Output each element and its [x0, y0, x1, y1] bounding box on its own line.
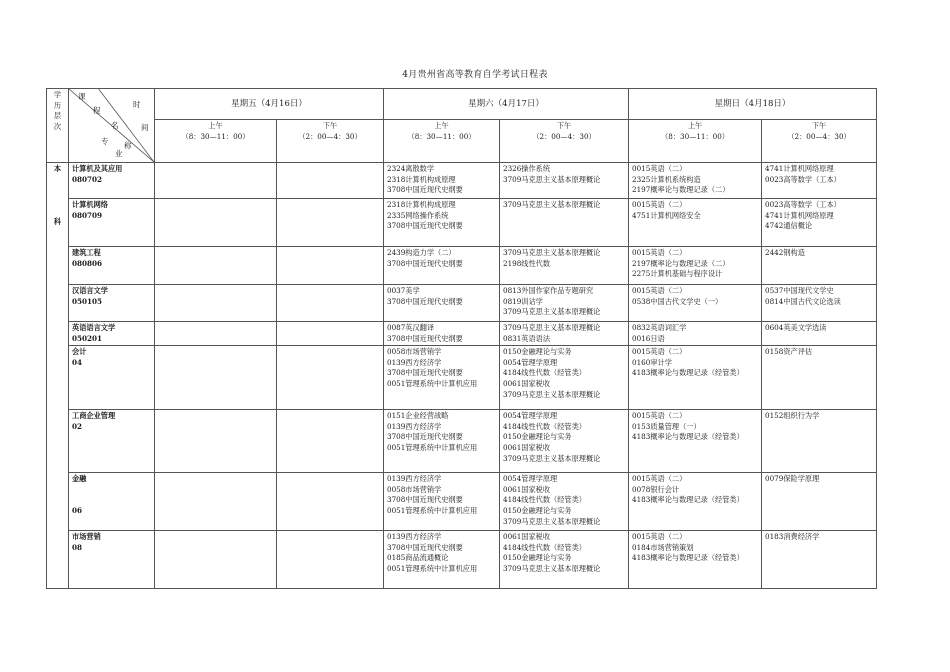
exam-slot-cell: [277, 473, 384, 531]
course-entry: 3708中国近现代史纲要: [387, 296, 463, 306]
course-entry: 3708中国近现代史纲要: [387, 542, 463, 552]
course-entry: 0150金融理论与实务: [503, 553, 572, 563]
course-entry: 0087英汉翻译: [387, 323, 435, 332]
table-row: [47, 531, 877, 589]
diag-between: 间: [141, 123, 149, 132]
course-entry: 0538中国古代文学史（一）: [632, 296, 723, 306]
exam-slot-cell: [629, 346, 762, 410]
course-entry: 0054管理学原理: [503, 411, 558, 421]
major-cell: [69, 473, 155, 531]
exam-slot-cell: [155, 163, 277, 199]
exam-slot-cell: [500, 199, 629, 247]
course-entry: 4183概率论与数理记录（经管类）: [632, 432, 744, 442]
course-entry: 2324离散数学: [387, 164, 435, 173]
exam-slot-cell: [762, 163, 877, 199]
diag-course-2: 程: [93, 106, 101, 115]
exam-slot-cell: [629, 285, 762, 322]
course-entry: 0061国家税收: [503, 442, 551, 452]
diag-course-1: 课: [78, 92, 86, 101]
diag-title: 称: [124, 141, 132, 150]
course-entry: 3709马克思主义基本原理概论: [503, 323, 601, 332]
course-entry: 0016日语: [632, 333, 665, 343]
exam-slot-cell: [384, 199, 500, 247]
course-entry: 2318计算机构成原理: [387, 200, 456, 209]
day-saturday: 星期六（4月17日）: [384, 89, 629, 120]
exam-slot-cell: [629, 199, 762, 247]
exam-slot-cell: [500, 346, 629, 410]
exam-slot-cell: [384, 346, 500, 410]
course-entry: 0151企业经营战略: [387, 411, 449, 421]
course-entry: 0160审计学: [632, 357, 672, 367]
course-entry: 0150金融理论与实务: [503, 432, 572, 442]
course-entry: 3709马克思主义基本原理概论: [503, 174, 601, 184]
exam-slot-cell: [762, 410, 877, 473]
exam-slot-cell: [762, 285, 877, 322]
exam-slot-cell: [500, 285, 629, 322]
course-entry: 0078银行会计: [632, 484, 680, 494]
course-entry: 0079保险学原理: [765, 474, 820, 484]
table-row: [47, 163, 877, 199]
exam-slot-cell: [384, 285, 500, 322]
exam-slot-cell: [155, 473, 277, 531]
course-entry: 3709马克思主义基本原理概论: [503, 453, 601, 463]
course-entry: 2439构造力学（二）: [387, 248, 456, 257]
course-entry: 3709马克思主义基本原理概论: [503, 563, 601, 573]
course-entry: 0058市场营销学: [387, 347, 442, 357]
major-cell: [69, 410, 155, 473]
course-entry: 3708中国近现代史纲要: [387, 495, 463, 505]
course-entry: 2275计算机基础与程序设计: [632, 269, 723, 279]
course-entry: 4742通信概论: [765, 221, 813, 231]
exam-slot-cell: [155, 410, 277, 473]
course-entry: 3708中国近现代史纲要: [387, 432, 463, 442]
exam-slot-cell: [629, 410, 762, 473]
course-entry: 0139西方经济学: [387, 357, 442, 367]
major-cell: [69, 531, 155, 589]
table-row: [47, 346, 877, 410]
major-cell: [69, 285, 155, 322]
exam-slot-cell: [629, 322, 762, 346]
major-code: 02: [72, 421, 83, 431]
course-entry: 0139西方经济学: [387, 421, 442, 431]
course-entry: 0061国家税收: [503, 484, 551, 494]
exam-slot-cell: [155, 285, 277, 322]
major-code: 080702: [72, 174, 103, 184]
exam-slot-cell: [500, 247, 629, 285]
exam-slot-cell: [500, 163, 629, 199]
course-entry: 0051管理系统中计算机应用: [387, 563, 478, 573]
exam-slot-cell: [762, 346, 877, 410]
exam-slot-cell: [155, 322, 277, 346]
major-code: 080806: [72, 258, 103, 268]
exam-slot-cell: [277, 322, 384, 346]
major-cell: [69, 247, 155, 285]
course-entry: 0183消费经济学: [765, 532, 820, 542]
course-entry: 2442钢构造: [765, 248, 805, 257]
course-entry: 0153质量管理（一）: [632, 421, 701, 431]
course-entry: 0015英语（二）: [632, 200, 687, 209]
sat-am-header: 上午 （8：30—11：00）: [384, 120, 500, 163]
course-entry: 0015英语（二）: [632, 248, 687, 257]
course-entry: 0139西方经济学: [387, 532, 442, 542]
exam-slot-cell: [277, 346, 384, 410]
major-name: 汉语言文学: [72, 286, 108, 295]
diag-major-1: 专: [101, 137, 109, 146]
major-code: 06: [72, 505, 83, 515]
exam-slot-cell: [500, 473, 629, 531]
major-code: 04: [72, 357, 83, 367]
exam-slot-cell: [155, 199, 277, 247]
diag-major-2: 业: [115, 149, 123, 158]
exam-slot-cell: [277, 163, 384, 199]
course-entry: 0015英语（二）: [632, 286, 687, 295]
course-entry: 0051管理系统中计算机应用: [387, 505, 478, 515]
major-name: 计算机及其应用: [72, 164, 123, 173]
table-row: [47, 285, 877, 322]
course-entry: 0051管理系统中计算机应用: [387, 442, 478, 452]
exam-slot-cell: [384, 322, 500, 346]
diag-time: 时: [133, 100, 141, 109]
course-entry: 0604英美文学选读: [765, 323, 827, 332]
major-name: 工商企业管理: [72, 411, 116, 421]
course-entry: 0015英语（二）: [632, 532, 687, 542]
exam-slot-cell: [384, 247, 500, 285]
exam-slot-cell: [384, 410, 500, 473]
major-name: 市场营销: [72, 532, 101, 542]
course-entry: 3709马克思主义基本原理概论: [503, 200, 601, 209]
major-name: 英语语言文学: [72, 323, 116, 332]
exam-slot-cell: [384, 473, 500, 531]
major-cell: [69, 163, 155, 199]
course-entry: 2335网络操作系统: [387, 210, 449, 220]
header-day-row: [47, 89, 877, 120]
exam-slot-cell: [277, 285, 384, 322]
course-entry: 0054管理学原理: [503, 474, 558, 484]
course-entry: 0819训诂学: [503, 296, 543, 306]
table-row: [47, 199, 877, 247]
course-entry: 0158资产评估: [765, 347, 813, 357]
major-code: 08: [72, 542, 83, 552]
course-entry: 4183概率论与数理记录（经管类）: [632, 495, 744, 505]
exam-slot-cell: [500, 531, 629, 589]
course-entry: 0051管理系统中计算机应用: [387, 378, 478, 388]
course-entry: 0015英语（二）: [632, 347, 687, 357]
course-entry: 0813外国作家作品专题研究: [503, 286, 594, 295]
exam-slot-cell: [277, 247, 384, 285]
sun-am-header: 上午 （8：30—11：00）: [629, 120, 762, 163]
course-entry: 4184线性代数（经管类）: [503, 421, 586, 431]
course-entry: 4184线性代数（经管类）: [503, 495, 586, 505]
course-entry: 0831英语语法: [503, 333, 551, 343]
major-name: 建筑工程: [72, 248, 101, 257]
level-header-cell: 学 历 层 次: [47, 89, 69, 163]
course-entry: 4183概率论与数理记录（经管类）: [632, 368, 744, 378]
exam-slot-cell: [500, 410, 629, 473]
course-entry: 0537中国现代文学史: [765, 286, 834, 295]
major-cell: [69, 346, 155, 410]
exam-slot-cell: [762, 199, 877, 247]
major-code: 050105: [72, 296, 103, 306]
exam-slot-cell: [277, 531, 384, 589]
course-entry: 0037美学: [387, 286, 420, 295]
table-row: [47, 247, 877, 285]
course-entry: 0023高等数学（工本）: [765, 200, 841, 209]
course-entry: 3709马克思主义基本原理概论: [503, 307, 601, 317]
exam-slot-cell: [277, 199, 384, 247]
exam-slot-cell: [155, 346, 277, 410]
course-entry: 0015英语（二）: [632, 164, 687, 173]
exam-slot-cell: [762, 247, 877, 285]
exam-slot-cell: [155, 531, 277, 589]
course-entry: 4741计算机网络原理: [765, 164, 834, 173]
sat-pm-header: 下午 （2：00—4：30）: [500, 120, 629, 163]
course-entry: 2198线性代数: [503, 258, 551, 268]
course-entry: 0015英语（二）: [632, 474, 687, 484]
course-entry: 4184线性代数（经管类）: [503, 542, 586, 552]
table-row: [47, 410, 877, 473]
table-row: [47, 322, 877, 346]
sun-pm-header: 下午 （2：00—4：30）: [762, 120, 877, 163]
header-time-row: [47, 120, 877, 163]
major-code: 080709: [72, 210, 103, 220]
fri-am-header: 上午 （8：30—11：00）: [155, 120, 277, 163]
exam-slot-cell: [762, 473, 877, 531]
course-entry: 4741计算机网络原理: [765, 210, 834, 220]
course-entry: 2325计算机系统构造: [632, 174, 701, 184]
course-entry: 0015英语（二）: [632, 411, 687, 421]
page-title: 4月贵州省高等教育自学考试日程表: [402, 70, 548, 80]
course-entry: 0184市场营销策划: [632, 542, 694, 552]
exam-schedule-table: [46, 88, 877, 589]
course-entry: 3708中国近现代史纲要: [387, 258, 463, 268]
major-code: 050201: [72, 333, 103, 343]
course-entry: 2197概率论与数理记录（二）: [632, 258, 730, 268]
course-entry: 4184线性代数（经管类）: [503, 368, 586, 378]
major-name: 会计: [72, 347, 87, 357]
course-entry: 0023高等数学（工本）: [765, 174, 841, 184]
course-entry: 3709马克思主义基本原理概论: [503, 389, 601, 399]
course-entry: 0832英语词汇学: [632, 323, 687, 332]
major-cell: [69, 199, 155, 247]
course-entry: 0058市场营销学: [387, 484, 442, 494]
course-entry: 2197概率论与数理记录（二）: [632, 185, 730, 195]
course-entry: 0185商品流通概论: [387, 553, 449, 563]
major-name: 金融: [72, 474, 87, 484]
exam-slot-cell: [384, 531, 500, 589]
exam-slot-cell: [762, 322, 877, 346]
exam-slot-cell: [384, 163, 500, 199]
course-entry: 3709马克思主义基本原理概论: [503, 248, 601, 257]
course-entry: 0152组织行为学: [765, 411, 820, 421]
table-row: [47, 473, 877, 531]
course-entry: 3708中国近现代史纲要: [387, 368, 463, 378]
course-entry: 3709马克思主义基本原理概论: [503, 516, 601, 526]
day-friday: 星期五（4月16日）: [155, 89, 384, 120]
diagonal-header-cell: [69, 89, 155, 163]
course-entry: 2326操作系统: [503, 164, 551, 173]
course-entry: 3708中国近现代史纲要: [387, 333, 463, 343]
course-entry: 0061国家税收: [503, 532, 551, 542]
course-entry: 0150金融理论与实务: [503, 347, 572, 357]
course-entry: 4751计算机网络安全: [632, 210, 701, 220]
exam-slot-cell: [277, 410, 384, 473]
exam-slot-cell: [762, 531, 877, 589]
diag-name: 名: [111, 121, 119, 130]
course-entry: 4183概率论与数理记录（经管类）: [632, 553, 744, 563]
exam-slot-cell: [629, 473, 762, 531]
exam-slot-cell: [155, 247, 277, 285]
level-undergraduate-cell: 本 科: [47, 163, 69, 589]
course-entry: 2318计算机构成原理: [387, 174, 456, 184]
course-entry: 0054管理学原理: [503, 357, 558, 367]
exam-slot-cell: [629, 247, 762, 285]
course-entry: 3708中国近现代史纲要: [387, 185, 463, 195]
course-entry: 0150金融理论与实务: [503, 505, 572, 515]
course-entry: 0139西方经济学: [387, 474, 442, 484]
major-name: 计算机网络: [72, 200, 108, 209]
exam-slot-cell: [629, 163, 762, 199]
course-entry: 3708中国近现代史纲要: [387, 221, 463, 231]
exam-slot-cell: [629, 531, 762, 589]
exam-slot-cell: [500, 322, 629, 346]
major-cell: [69, 322, 155, 346]
course-entry: 0061国家税收: [503, 378, 551, 388]
fri-pm-header: 下午 （2：00—4：30）: [277, 120, 384, 163]
day-sunday: 星期日（4月18日）: [629, 89, 877, 120]
course-entry: 0814中国古代文论选读: [765, 296, 841, 306]
